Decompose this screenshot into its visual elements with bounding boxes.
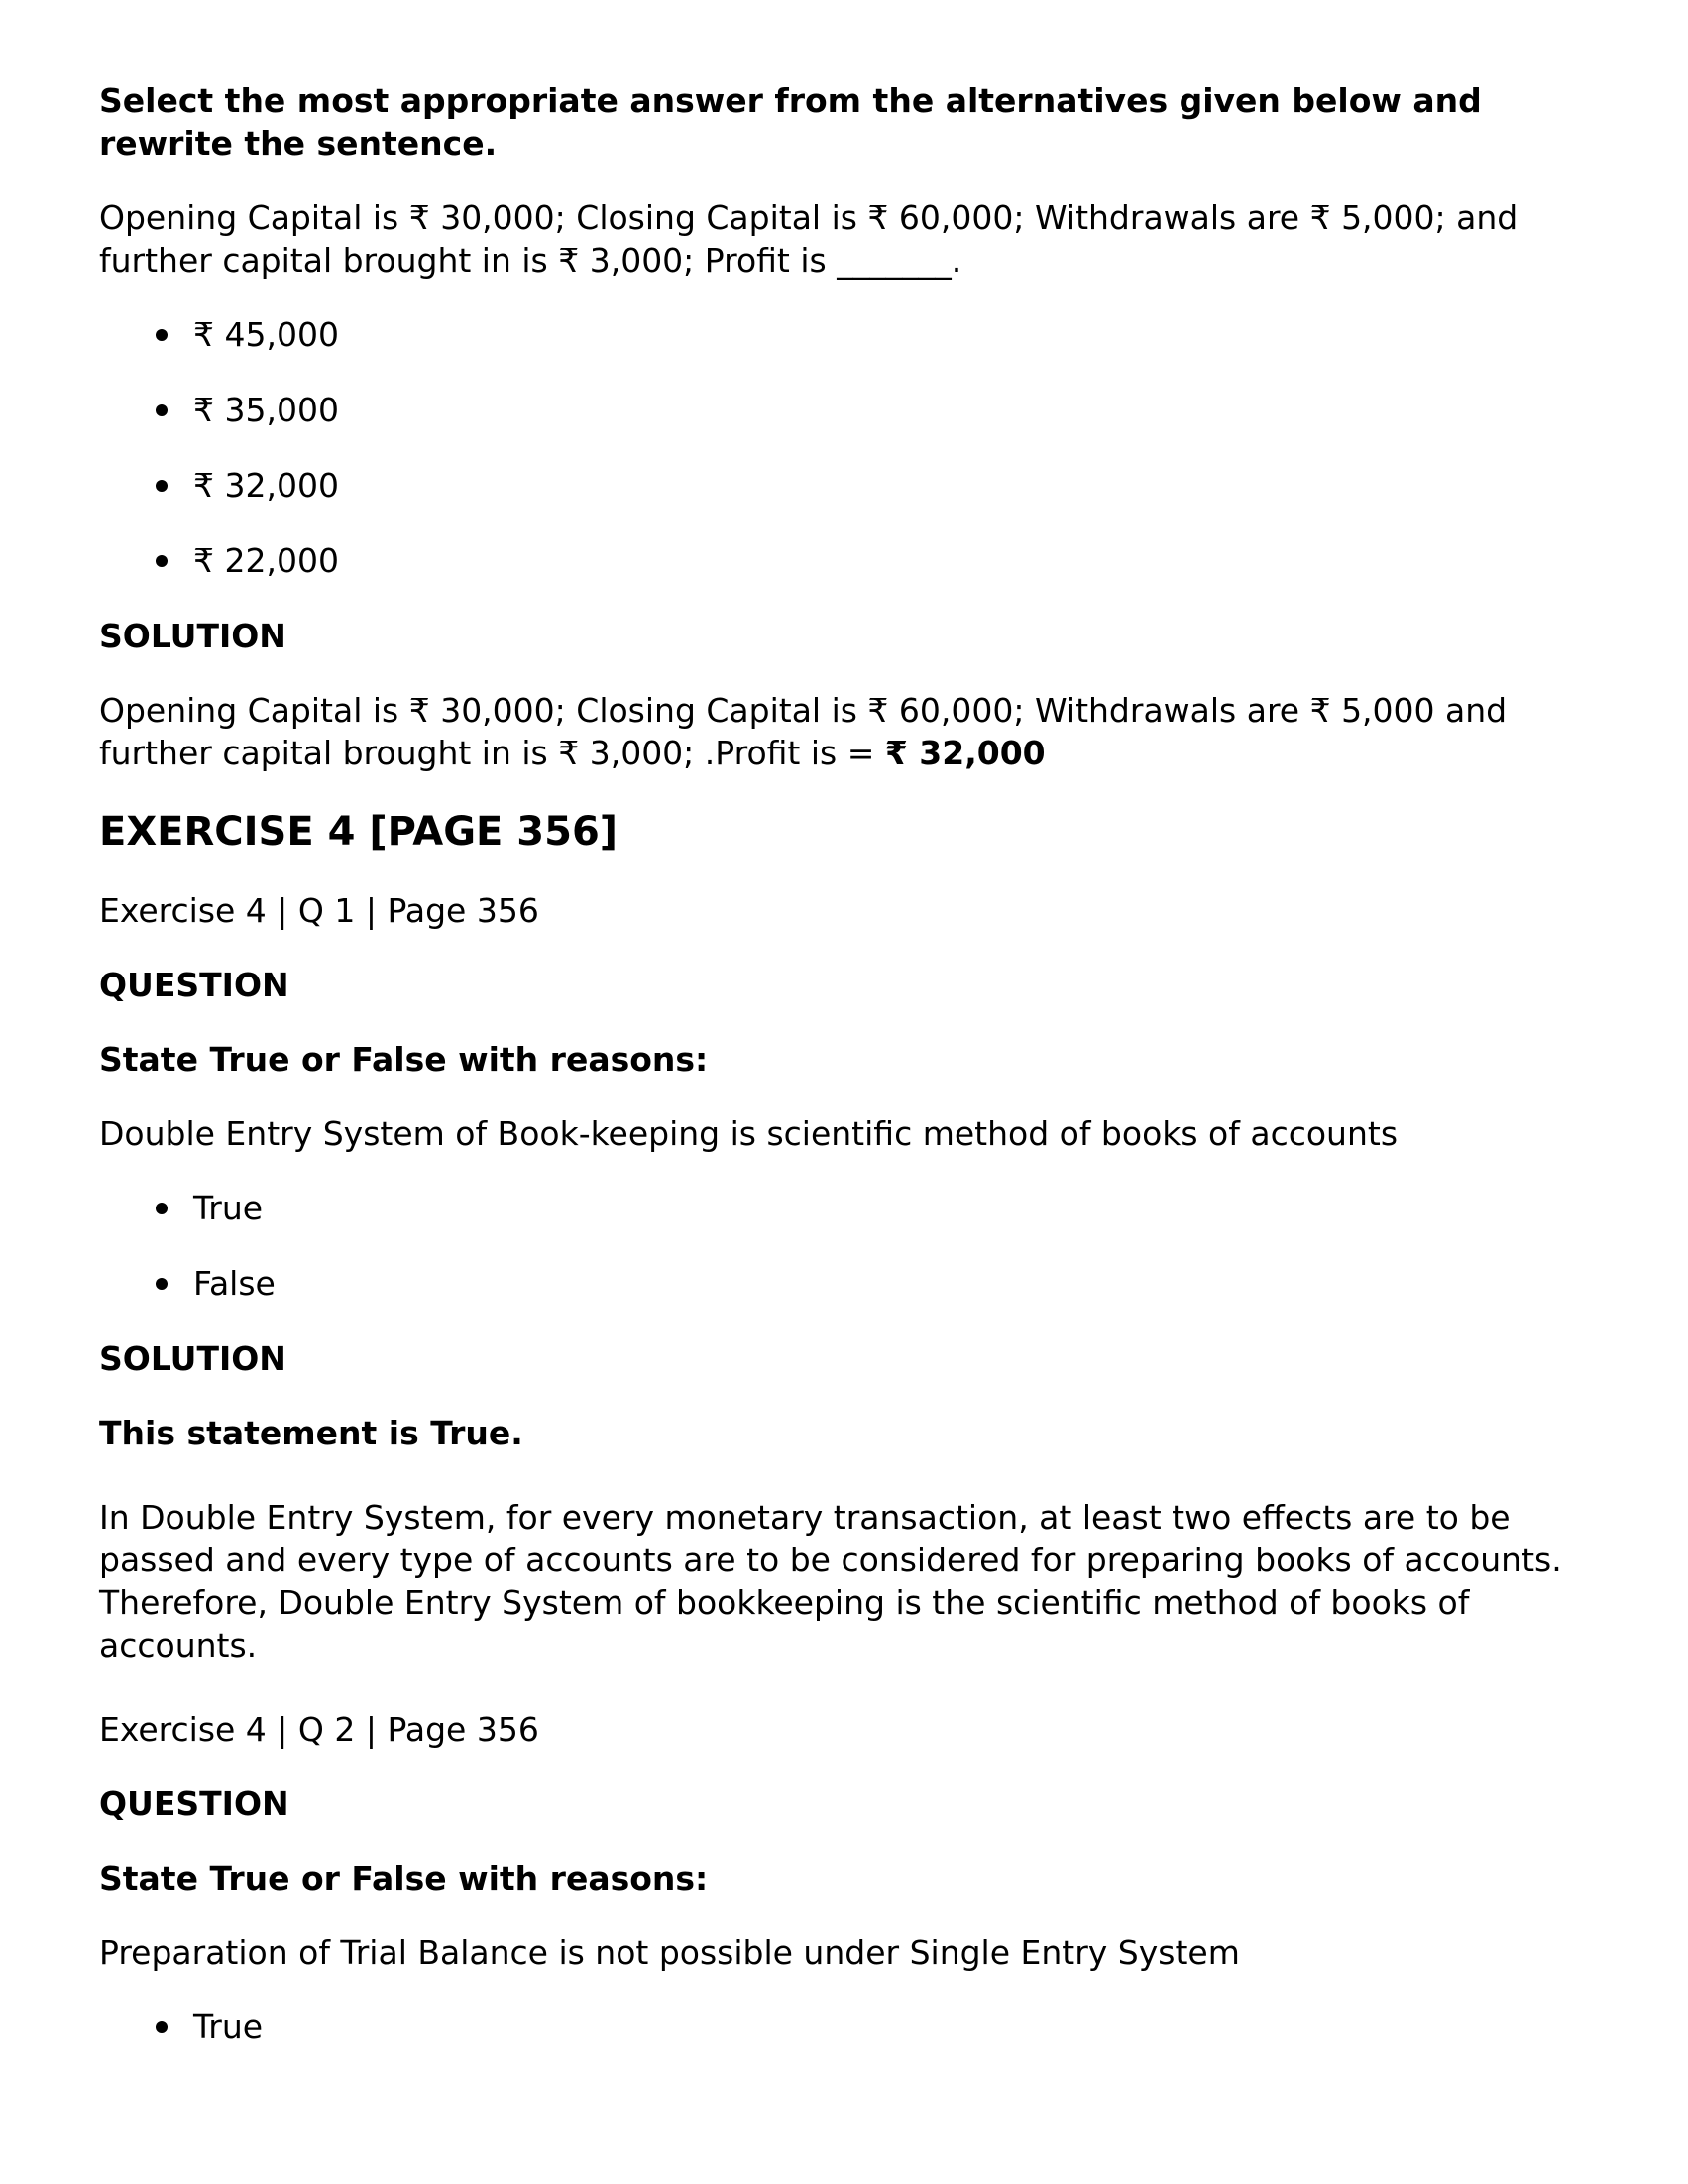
solution-explanation: In Double Entry System, for every monetary transaction, at least two effects are to be passed and every type of accounts are to be considered for preparing books of accounts. Therefore, Double Entry System of bookkeeping is the scientific method of books of accounts. (99, 1498, 1562, 1665)
solution-text (99, 689, 1606, 774)
solution-verdict: This statement is True. (99, 1414, 523, 1452)
bullet-icon (156, 1203, 168, 1214)
option-label: ₹ 35,000 (193, 391, 339, 429)
question-instruction: State True or False with reasons: (99, 1859, 709, 1897)
answer-options (99, 2006, 1606, 2048)
bullet-icon (156, 555, 168, 567)
solution-heading: SOLUTION (99, 1339, 286, 1378)
question-reference: Exercise 4 | Q 2 | Page 356 (99, 1710, 539, 1749)
question-heading: QUESTION (99, 1784, 289, 1823)
option-item (99, 389, 1606, 431)
question-reference: Exercise 4 | Q 1 | Page 356 (99, 891, 539, 930)
option-item (99, 539, 1606, 582)
question-text: Opening Capital is ₹ 30,000; Closing Capital is ₹ 60,000; Withdrawals are ₹ 5,000; and further capital brought in is ₹ 3,000; Profit is _______. (99, 198, 1519, 280)
option-label: True (193, 1189, 264, 1227)
option-item (99, 1262, 1606, 1305)
bullet-icon (156, 329, 168, 341)
option-label: ₹ 45,000 (193, 315, 339, 354)
bullet-icon (156, 1278, 168, 1290)
question-statement: Double Entry System of Book-keeping is scientific method of books of accounts (99, 1114, 1399, 1153)
bullet-icon (156, 480, 168, 492)
option-label: ₹ 22,000 (193, 541, 339, 580)
exercise-heading: EXERCISE 4 [PAGE 356] (99, 809, 619, 855)
option-label: True (193, 2008, 264, 2046)
answer-options (99, 1187, 1606, 1305)
solution-heading: SOLUTION (99, 617, 286, 655)
bullet-icon (156, 404, 168, 416)
solution-answer: ₹ 32,000 (884, 734, 1046, 772)
option-item (99, 464, 1606, 507)
bullet-icon (156, 2021, 168, 2033)
page-content (99, 79, 1606, 2081)
option-item (99, 1187, 1606, 1229)
solution-body: Opening Capital is ₹ 30,000; Closing Capital is ₹ 60,000; Withdrawals are ₹ 5,000 and further capital brought in is ₹ 3,000; .Profit is = (99, 691, 1508, 772)
option-item (99, 313, 1606, 356)
question-statement: Preparation of Trial Balance is not possible under Single Entry System (99, 1933, 1240, 1972)
option-item (99, 2006, 1606, 2048)
answer-options (99, 313, 1606, 582)
question-heading: QUESTION (99, 966, 289, 1004)
question-instruction: Select the most appropriate answer from the alternatives given below and rewrite the sentence. (99, 81, 1482, 163)
option-label: ₹ 32,000 (193, 466, 339, 505)
question-instruction: State True or False with reasons: (99, 1040, 709, 1079)
option-label: False (193, 1264, 276, 1303)
